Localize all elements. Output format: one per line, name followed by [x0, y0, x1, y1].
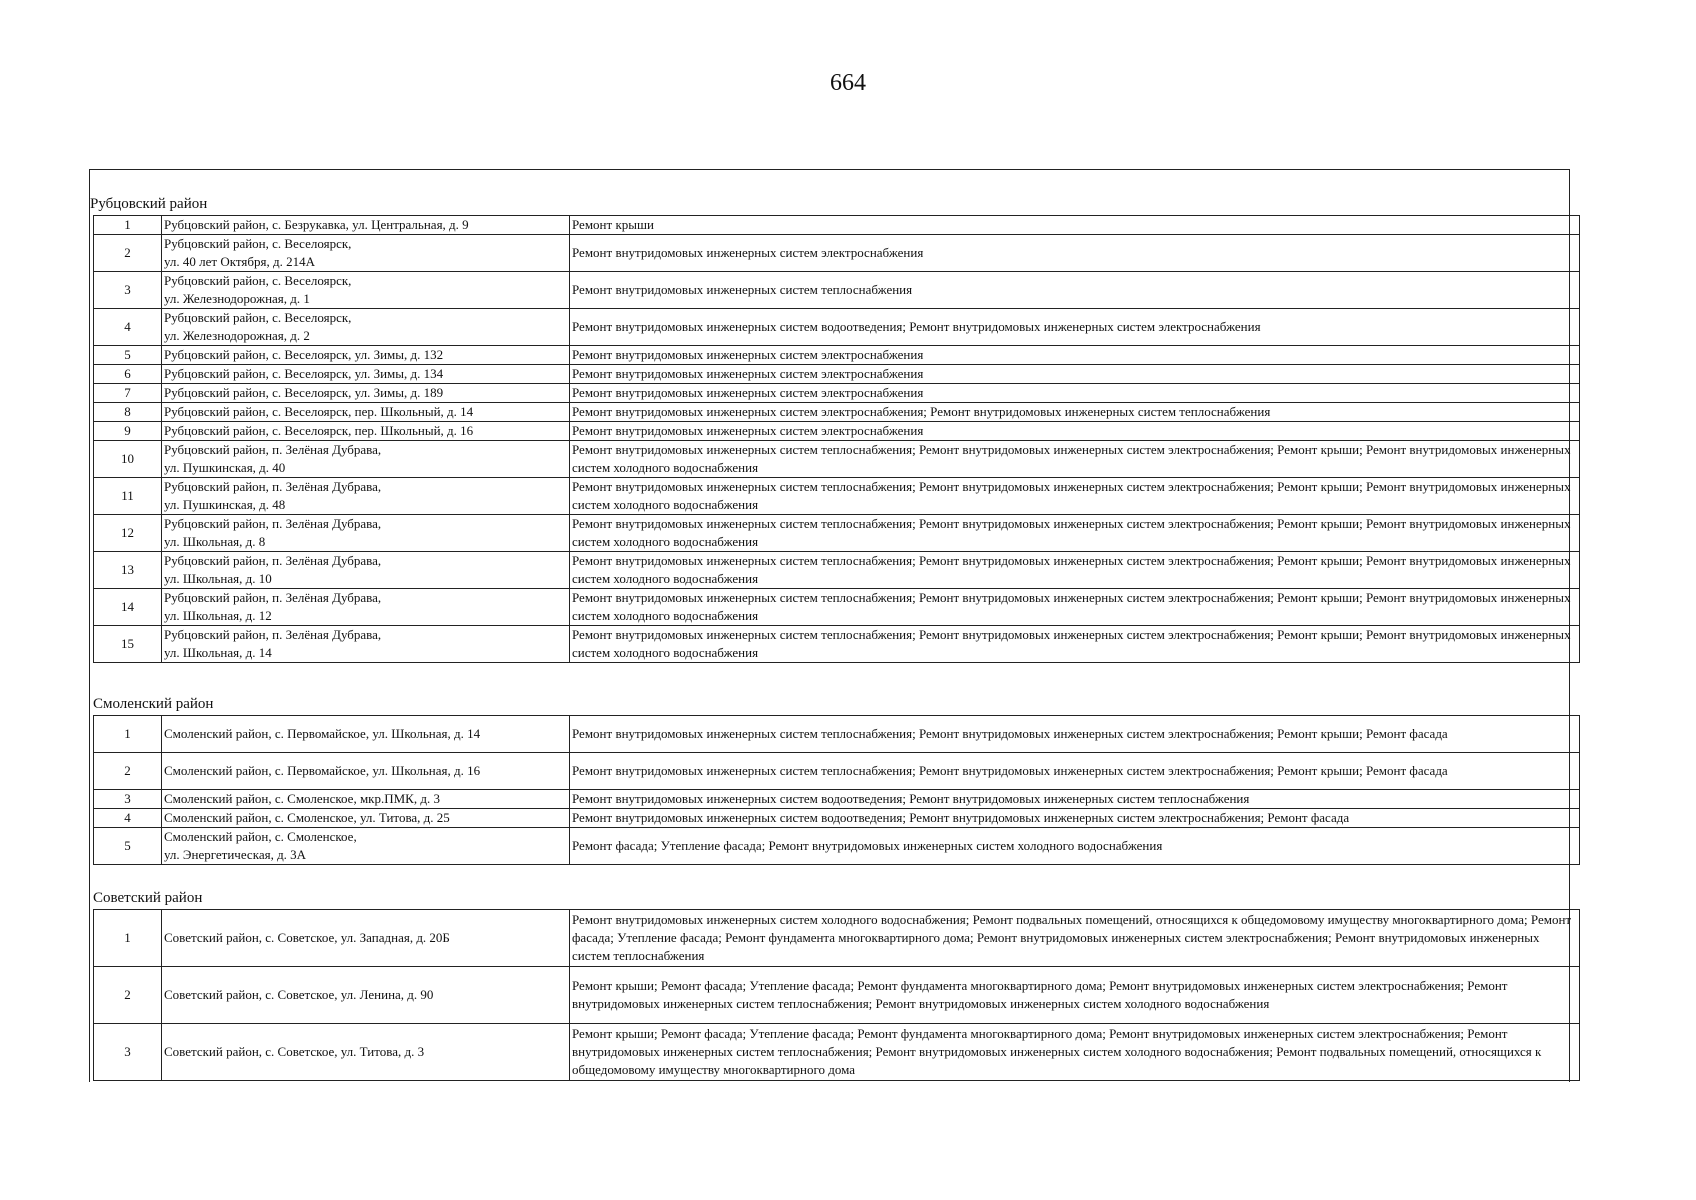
section-table [93, 909, 1580, 1081]
row-number: 9 [94, 422, 162, 441]
table-row [94, 478, 1580, 515]
address-cell [162, 216, 570, 235]
address-cell [162, 967, 570, 1024]
section-title: Рубцовский район [90, 196, 208, 212]
table-row [94, 235, 1580, 272]
address-line: Советский район, с. Советское, ул. Ленина, д. 90 [164, 987, 434, 1002]
address-line: Рубцовский район, с. Веселоярск, [164, 236, 352, 251]
address-line: Смоленский район, с. Первомайское, ул. Школьная, д. 16 [164, 763, 481, 778]
address-line: Рубцовский район, с. Веселоярск, пер. Школьный, д. 14 [164, 404, 474, 419]
work-description: Ремонт внутридомовых инженерных систем электроснабжения [570, 235, 1580, 272]
address-cell [162, 716, 570, 753]
row-number: 11 [94, 478, 162, 515]
row-number: 10 [94, 441, 162, 478]
address-line: Рубцовский район, п. Зелёная Дубрава, [164, 479, 382, 494]
address-cell [162, 790, 570, 809]
row-number: 12 [94, 515, 162, 552]
address-line: Рубцовский район, п. Зелёная Дубрава, [164, 590, 382, 605]
address-cell [162, 910, 570, 967]
address-cell [162, 309, 570, 346]
table-row [94, 365, 1580, 384]
address-line: Смоленский район, с. Смоленское, ул. Титова, д. 25 [164, 810, 450, 825]
row-number: 1 [94, 716, 162, 753]
row-number: 3 [94, 272, 162, 309]
address-cell [162, 384, 570, 403]
address-cell [162, 809, 570, 828]
address-cell [162, 365, 570, 384]
work-description: Ремонт внутридомовых инженерных систем теплоснабжения; Ремонт внутридомовых инженерных систем электроснабжения; Ремонт крыши; Ремонт внутридомовых инженерных систем холодного водоснабжения [570, 478, 1580, 515]
table-row [94, 309, 1580, 346]
address-line: Советский район, с. Советское, ул. Западная, д. 20Б [164, 930, 450, 945]
address-line: ул. Школьная, д. 10 [164, 571, 272, 586]
address-cell [162, 626, 570, 663]
table-row [94, 216, 1580, 235]
row-number: 3 [94, 790, 162, 809]
row-number: 5 [94, 828, 162, 865]
row-number: 14 [94, 589, 162, 626]
row-number: 2 [94, 235, 162, 272]
address-line: ул. Школьная, д. 14 [164, 645, 272, 660]
address-cell [162, 1024, 570, 1081]
address-line: Рубцовский район, с. Веселоярск, ул. Зимы, д. 189 [164, 385, 444, 400]
row-number: 8 [94, 403, 162, 422]
address-cell [162, 828, 570, 865]
address-cell [162, 441, 570, 478]
section-title: Советский район [93, 890, 203, 906]
section-table [93, 215, 1580, 663]
row-number: 15 [94, 626, 162, 663]
address-cell [162, 235, 570, 272]
address-cell [162, 346, 570, 365]
row-number: 7 [94, 384, 162, 403]
row-number: 13 [94, 552, 162, 589]
address-cell [162, 589, 570, 626]
address-line: Рубцовский район, п. Зелёная Дубрава, [164, 553, 382, 568]
address-cell [162, 272, 570, 309]
address-line: Рубцовский район, п. Зелёная Дубрава, [164, 442, 382, 457]
work-description: Ремонт внутридомовых инженерных систем теплоснабжения; Ремонт внутридомовых инженерных систем электроснабжения; Ремонт крыши; Ремонт внутридомовых инженерных систем холодного водоснабжения [570, 552, 1580, 589]
work-description: Ремонт внутридомовых инженерных систем теплоснабжения [570, 272, 1580, 309]
row-number: 2 [94, 967, 162, 1024]
address-line: Рубцовский район, п. Зелёная Дубрава, [164, 627, 382, 642]
work-description: Ремонт внутридомовых инженерных систем холодного водоснабжения; Ремонт подвальных помещений, относящихся к общедомовому имуществу многоквартирного дома; Ремонт фасада; Утепление фасада; Ремонт фундамента многоквартирного дома; Ремонт внутридомовых инженерных систем электроснабжения; Ремонт внутридомовых инженерных систем теплоснабжения [570, 910, 1580, 967]
table-row [94, 790, 1580, 809]
address-cell [162, 403, 570, 422]
address-line: Рубцовский район, с. Безрукавка, ул. Центральная, д. 9 [164, 217, 469, 232]
row-number: 5 [94, 346, 162, 365]
table-row [94, 441, 1580, 478]
table-row [94, 809, 1580, 828]
row-number: 1 [94, 910, 162, 967]
address-line: ул. Школьная, д. 12 [164, 608, 272, 623]
work-description: Ремонт крыши; Ремонт фасада; Утепление фасада; Ремонт фундамента многоквартирного дома; Ремонт внутридомовых инженерных систем электроснабжения; Ремонт внутридомовых инженерных систем теплоснабжения; Ремонт внутридомовых инженерных систем холодного водоснабжения [570, 967, 1580, 1024]
table-row [94, 422, 1580, 441]
work-description: Ремонт внутридомовых инженерных систем теплоснабжения; Ремонт внутридомовых инженерных систем электроснабжения; Ремонт крыши; Ремонт внутридомовых инженерных систем холодного водоснабжения [570, 515, 1580, 552]
address-cell [162, 552, 570, 589]
address-line: ул. Пушкинская, д. 40 [164, 460, 286, 475]
address-line: Рубцовский район, с. Веселоярск, ул. Зимы, д. 134 [164, 366, 444, 381]
row-number: 4 [94, 809, 162, 828]
address-line: ул. Энергетическая, д. 3А [164, 847, 307, 862]
address-line: Смоленский район, с. Смоленское, мкр.ПМК, д. 3 [164, 791, 440, 806]
address-line: ул. Пушкинская, д. 48 [164, 497, 286, 512]
address-line: Рубцовский район, с. Веселоярск, ул. Зимы, д. 132 [164, 347, 444, 362]
table-row [94, 716, 1580, 753]
address-line: Советский район, с. Советское, ул. Титова, д. 3 [164, 1044, 425, 1059]
address-line: ул. Железнодорожная, д. 1 [164, 291, 310, 306]
address-line: Смоленский район, с. Первомайское, ул. Школьная, д. 14 [164, 726, 481, 741]
work-description: Ремонт внутридомовых инженерных систем электроснабжения [570, 346, 1580, 365]
work-description: Ремонт крыши [570, 216, 1580, 235]
address-cell [162, 478, 570, 515]
table-row [94, 589, 1580, 626]
table-row [94, 626, 1580, 663]
work-description: Ремонт внутридомовых инженерных систем водоотведения; Ремонт внутридомовых инженерных систем электроснабжения; Ремонт фасада [570, 809, 1580, 828]
table-row [94, 552, 1580, 589]
table-row [94, 384, 1580, 403]
address-cell [162, 515, 570, 552]
section-table [93, 715, 1580, 865]
table-row [94, 346, 1580, 365]
work-description: Ремонт внутридомовых инженерных систем электроснабжения [570, 384, 1580, 403]
work-description: Ремонт внутридомовых инженерных систем теплоснабжения; Ремонт внутридомовых инженерных систем электроснабжения; Ремонт крыши; Ремонт внутридомовых инженерных систем холодного водоснабжения [570, 441, 1580, 478]
table-row [94, 403, 1580, 422]
table-row [94, 828, 1580, 865]
address-line: ул. Школьная, д. 8 [164, 534, 266, 549]
section-title: Смоленский район [93, 696, 214, 712]
table-row [94, 515, 1580, 552]
address-line: Рубцовский район, с. Веселоярск, [164, 273, 352, 288]
row-number: 1 [94, 216, 162, 235]
row-number: 6 [94, 365, 162, 384]
work-description: Ремонт внутридомовых инженерных систем теплоснабжения; Ремонт внутридомовых инженерных систем электроснабжения; Ремонт крыши; Ремонт внутридомовых инженерных систем холодного водоснабжения [570, 589, 1580, 626]
address-line: Смоленский район, с. Смоленское, [164, 829, 357, 844]
table-row [94, 910, 1580, 967]
table-row [94, 753, 1580, 790]
work-description: Ремонт крыши; Ремонт фасада; Утепление фасада; Ремонт фундамента многоквартирного дома; Ремонт внутридомовых инженерных систем электроснабжения; Ремонт внутридомовых инженерных систем теплоснабжения; Ремонт внутридомовых инженерных систем холодного водоснабжения; Ремонт подвальных помещений, относящихся к общедомовому имуществу многоквартирного дома [570, 1024, 1580, 1081]
table-row [94, 272, 1580, 309]
work-description: Ремонт внутридомовых инженерных систем электроснабжения [570, 365, 1580, 384]
work-description: Ремонт фасада; Утепление фасада; Ремонт внутридомовых инженерных систем холодного водоснабжения [570, 828, 1580, 865]
row-number: 2 [94, 753, 162, 790]
table-row [94, 967, 1580, 1024]
work-description: Ремонт внутридомовых инженерных систем теплоснабжения; Ремонт внутридомовых инженерных систем электроснабжения; Ремонт крыши; Ремонт фасада [570, 716, 1580, 753]
address-line: ул. Железнодорожная, д. 2 [164, 328, 310, 343]
table-row [94, 1024, 1580, 1081]
work-description: Ремонт внутридомовых инженерных систем электроснабжения [570, 422, 1580, 441]
address-cell [162, 422, 570, 441]
address-cell [162, 753, 570, 790]
work-description: Ремонт внутридомовых инженерных систем водоотведения; Ремонт внутридомовых инженерных систем электроснабжения [570, 309, 1580, 346]
address-line: Рубцовский район, с. Веселоярск, пер. Школьный, д. 16 [164, 423, 474, 438]
row-number: 4 [94, 309, 162, 346]
address-line: Рубцовский район, п. Зелёная Дубрава, [164, 516, 382, 531]
work-description: Ремонт внутридомовых инженерных систем теплоснабжения; Ремонт внутридомовых инженерных систем электроснабжения; Ремонт крыши; Ремонт внутридомовых инженерных систем холодного водоснабжения [570, 626, 1580, 663]
work-description: Ремонт внутридомовых инженерных систем теплоснабжения; Ремонт внутридомовых инженерных систем электроснабжения; Ремонт крыши; Ремонт фасада [570, 753, 1580, 790]
address-line: Рубцовский район, с. Веселоярск, [164, 310, 352, 325]
page-number: 664 [830, 70, 866, 96]
work-description: Ремонт внутридомовых инженерных систем электроснабжения; Ремонт внутридомовых инженерных систем теплоснабжения [570, 403, 1580, 422]
work-description: Ремонт внутридомовых инженерных систем водоотведения; Ремонт внутридомовых инженерных систем теплоснабжения [570, 790, 1580, 809]
row-number: 3 [94, 1024, 162, 1081]
address-line: ул. 40 лет Октября, д. 214А [164, 254, 315, 269]
